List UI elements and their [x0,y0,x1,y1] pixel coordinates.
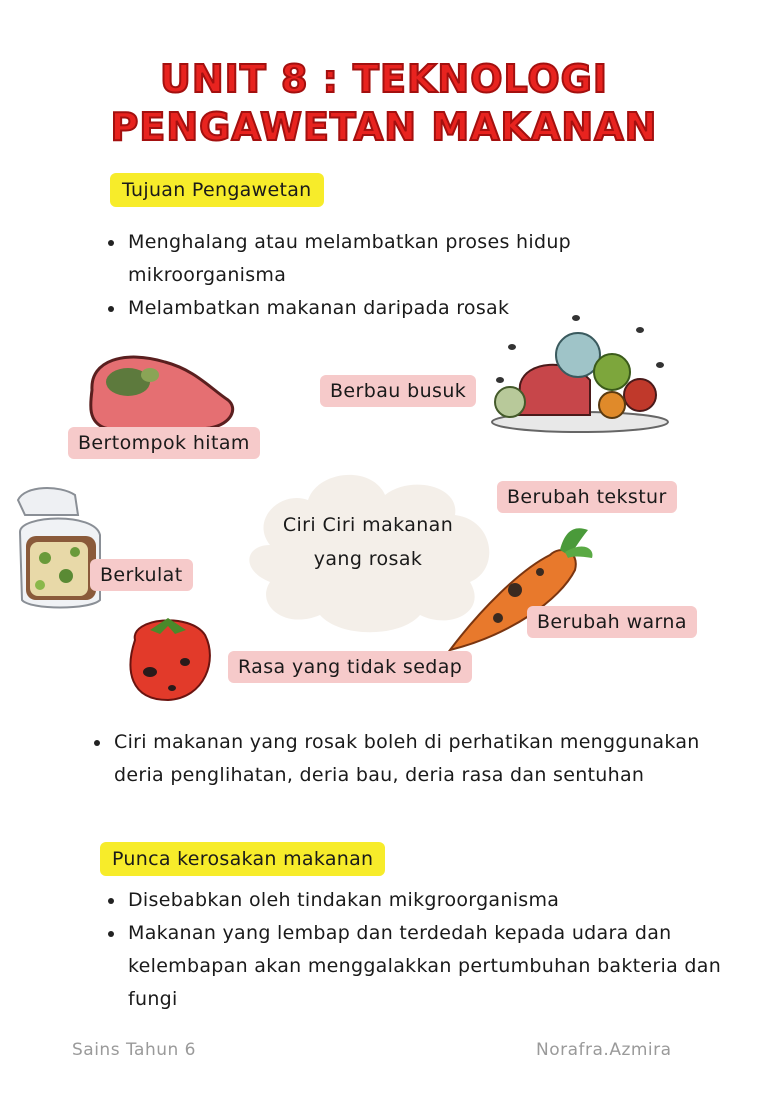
rotten-tomato-icon [131,618,210,700]
punca-bullet-list [128,884,728,1016]
section-heading-tujuan: Tujuan Pengawetan [110,173,324,207]
diagram-center-label [258,508,478,576]
rotten-meat-icon [91,357,233,432]
rotten-vegetable-plate-icon [492,315,668,432]
label-berbau-busuk: Berbau busuk [320,375,476,407]
label-berkulat: Berkulat [90,559,193,591]
list-item: Menghalang atau melambatkan proses hidup mikroorganisma [128,226,648,292]
moldy-bread-icon [18,488,100,607]
section-heading-punca: Punca kerosakan makanan [100,842,385,876]
diagram-center-line-1: Ciri Ciri makanan [282,514,454,536]
list-item: Makanan yang lembap dan terdedah kepada udara dan kelembapan akan menggalakkan pertumbuhan bakteria dan fungi [128,917,728,1016]
page-title-line-1: UNIT 8 : TEKNOLOGI [160,57,608,101]
list-item: Disebabkan oleh tindakan mikgroorganisma [128,884,728,917]
note-bullet-list [114,726,714,792]
page-title-line-2: PENGAWETAN MAKANAN [110,105,658,149]
footer-left: Sains Tahun 6 [72,1040,196,1060]
label-berubah-warna: Berubah warna [527,606,697,638]
diagram-center-line-2: yang rosak [313,548,423,570]
label-rasa-tidak-sedap: Rasa yang tidak sedap [228,651,472,683]
footer-right: Norafra.Azmira [536,1040,672,1060]
list-item: Ciri makanan yang rosak boleh di perhatikan menggunakan deria penglihatan, deria bau, deria rasa dan sentuhan [114,726,714,792]
label-bertompok-hitam: Bertompok hitam [68,427,260,459]
label-berubah-tekstur: Berubah tekstur [497,481,677,513]
list-item: Melambatkan makanan daripada rosak [128,292,648,325]
